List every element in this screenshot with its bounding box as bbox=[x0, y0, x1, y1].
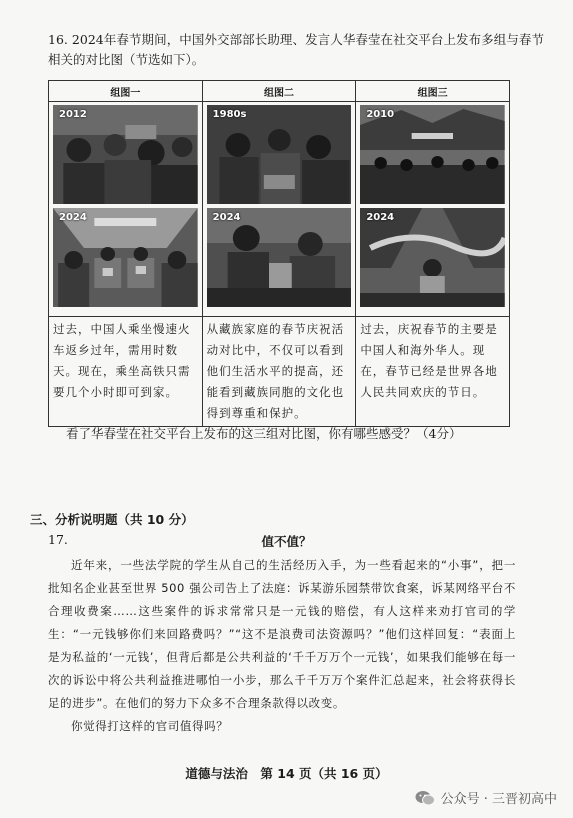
photo-year-label: 2024 bbox=[366, 212, 395, 223]
question-17-body bbox=[48, 554, 516, 738]
column-header: 组图二 bbox=[202, 81, 356, 102]
column-header: 组图三 bbox=[356, 81, 510, 102]
photo-tibetan-new bbox=[207, 208, 352, 307]
column-header: 组图一 bbox=[49, 81, 203, 102]
caption-cell: 过去，庆祝春节的主要是中国人和海外华人。现在，春节已经是世界各地人民共同欢庆的节日。 bbox=[356, 317, 510, 427]
photo-cell bbox=[49, 102, 203, 317]
section-heading: 三、分析说明题（共 10 分） bbox=[30, 512, 194, 527]
question-17-number: 17. bbox=[48, 532, 68, 547]
photo-year-label: 1980s bbox=[212, 109, 247, 120]
photo-year-label: 2024 bbox=[212, 212, 241, 223]
question-17-paragraph: 你觉得打这样的官司值得吗？ bbox=[71, 719, 229, 733]
photo-year-label: 2024 bbox=[59, 212, 87, 223]
page-footer: 道德与法治 第 14 页（共 16 页） bbox=[185, 766, 388, 781]
watermark bbox=[415, 788, 557, 807]
photo-street-old bbox=[360, 105, 505, 204]
photo-train-new bbox=[53, 208, 198, 307]
photo-cell bbox=[202, 102, 356, 317]
caption-cell: 从藏族家庭的春节庆祝活动对比中，不仅可以看到他们生活水平的提高，还能看到藏族同胞的文化也得到尊重和保护。 bbox=[202, 317, 356, 427]
question-16-prompt: 看了华春莹在社交平台上发布的这三组对比图，你有哪些感受？（4分） bbox=[66, 426, 462, 441]
watermark-text: 公众号 · 三晋初高中 bbox=[440, 792, 557, 807]
photo-tibetan-old bbox=[207, 105, 352, 204]
photo-train-old bbox=[53, 105, 198, 204]
wechat-icon bbox=[415, 790, 435, 806]
table-photo-row bbox=[49, 102, 510, 317]
question-17-title: 值不值？ bbox=[261, 534, 312, 549]
photo-year-label: 2012 bbox=[59, 109, 87, 120]
question-17-paragraph: 近年来，一些法学院的学生从自己的生活经历入手，为一些看起来的“小事”，把一批知名企业甚至世界 500 强公司告上了法庭：诉某游乐园禁带饮食案，诉某网络平台不合理收费案……这些案件的诉求常常只是一元钱的赔偿，有人这样来劝打官司的学生：“一元钱够你们来回路费吗？”“这不是浪费司法资源吗？”他们这样回复：“表面上是为私益的‘一元钱’，但背后都是公共利益的‘千千万万个一元钱’，如果我们能够在每一次的诉讼中将公共利益推进哪怕一小步，那么千千万万个案件汇总起来，社会将获得长足的进步”。在他们的努力下众多不合理条款得以改变。 bbox=[48, 558, 516, 710]
caption-cell: 过去，中国人乘坐慢速火车返乡过年，需用时数天。现在，乘坐高铁只需要几个小时即可到家。 bbox=[49, 317, 203, 427]
table-caption-row bbox=[49, 317, 510, 427]
question-16-text: 16. 2024年春节期间，中国外交部部长助理、发言人华春莹在社交平台上发布多组与春节相关的对比图（节选如下）。 bbox=[48, 32, 544, 67]
photo-street-new bbox=[360, 208, 505, 307]
photo-year-label: 2010 bbox=[366, 109, 395, 120]
table-header-row bbox=[49, 81, 510, 102]
comparison-table bbox=[48, 80, 510, 427]
photo-cell bbox=[356, 102, 510, 317]
